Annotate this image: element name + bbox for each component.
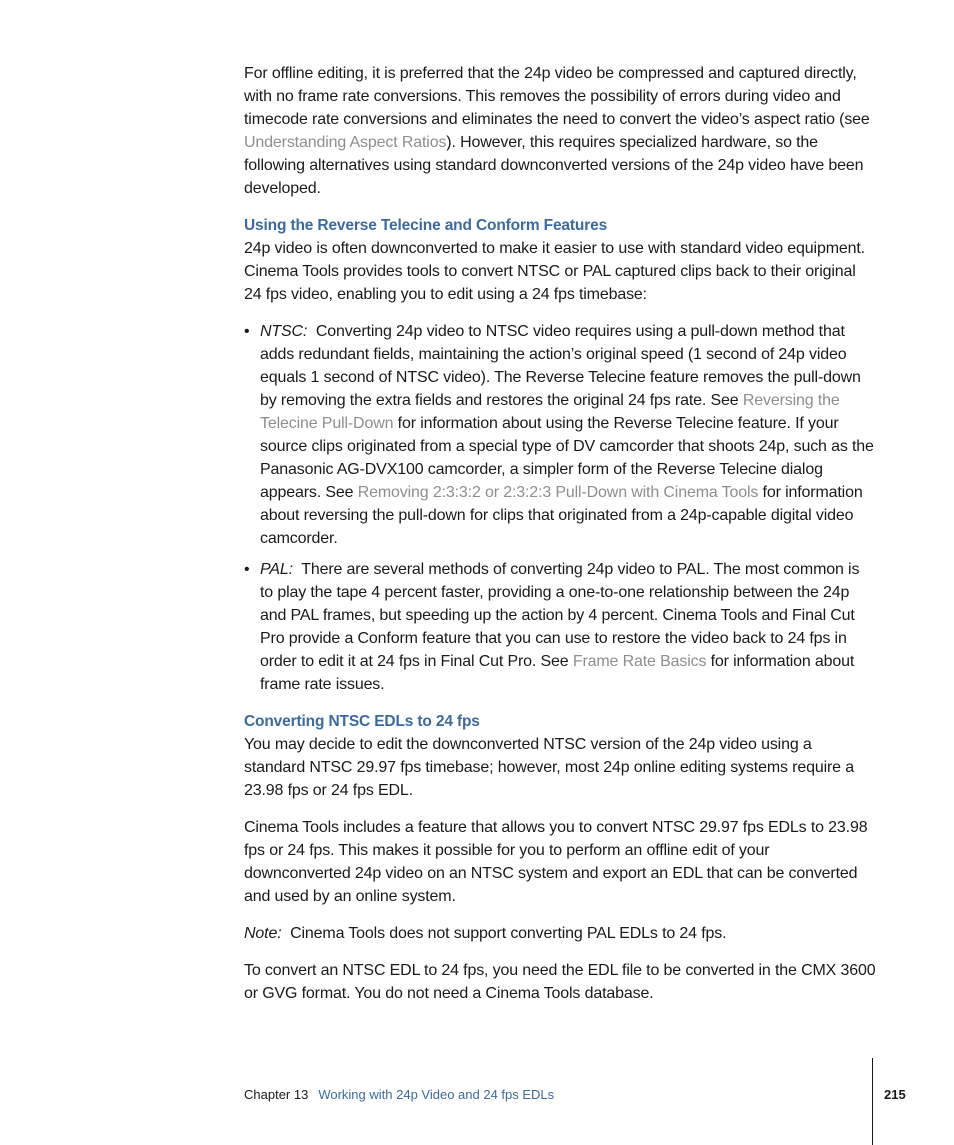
ntsc-text-3: for information about reversing the pull-down for clips that originated from a 24p-capable digital video camcorder. <box>260 484 863 547</box>
note-paragraph <box>244 922 876 945</box>
bullet-icon: • <box>244 561 250 578</box>
footer-chapter: Chapter 13 <box>244 1087 309 1102</box>
section-heading-reverse-telecine: Using the Reverse Telecine and Conform Features <box>244 217 608 234</box>
list-item-ntsc <box>244 320 876 550</box>
ntsc-text-2: for information about using the Reverse Telecine feature. If your source clips originated from a special type of DV camcorder that shoots 24p, such as the Panasonic AG-DVX100 camcorder, a simpler form of the Reverse Telecine dialog appears. See <box>260 415 874 501</box>
link-removing-pull-down[interactable]: Removing 2:3:3:2 or 2:3:2:3 Pull-Down with Cinema Tools <box>357 484 759 501</box>
ntsc-text-1: Converting 24p video to NTSC video requires using a pull-down method that adds redundant fields, maintaining the action’s original speed (1 second of 24p video equals 1 second of NTSC video). The Reverse Telecine feature removes the pull-down by removing the extra fields and restores the original 24 fps rate. See <box>260 323 861 409</box>
term-ntsc: NTSC: <box>260 323 308 340</box>
page-number: 215 <box>884 1087 906 1102</box>
list-item-pal <box>244 558 876 696</box>
pal-text-2: for information about frame rate issues. <box>260 653 855 693</box>
pal-text-1: There are several methods of converting 24p video to PAL. The most common is to play the tape 4 percent faster, providing a one-to-one relationship between the 24p and PAL frames, but speeding up the action by 4 percent. Cinema Tools and Final Cut Pro provide a Conform feature that you can use to restore the video back to 24 fps in order to edit it at 24 fps in Final Cut Pro. See <box>260 561 860 670</box>
page-content <box>244 62 876 1019</box>
footer-chapter-title[interactable]: Working with 24p Video and 24 fps EDLs <box>318 1087 555 1102</box>
section2-paragraph-3: To convert an NTSC EDL to 24 fps, you need the EDL file to be converted in the CMX 3600 or GVG format. You do not need a Cinema Tools database. <box>244 962 876 1002</box>
footer-divider <box>872 1058 873 1145</box>
bullet-list <box>244 320 876 696</box>
section1-paragraph: 24p video is often downconverted to make it easier to use with standard video equipment. Cinema Tools provides tools to convert NTSC or PAL captured clips back to their original 24 fps video, enabling you to edit using a 24 fps timebase: <box>244 240 865 303</box>
bullet-icon: • <box>244 323 250 340</box>
page-footer <box>244 1086 554 1104</box>
section2-paragraph-1: You may decide to edit the downconverted NTSC version of the 24p video using a standard NTSC 29.97 fps timebase; however, most 24p online editing systems require a 23.98 fps or 24 fps EDL. <box>244 736 854 799</box>
section2-paragraph-2: Cinema Tools includes a feature that allows you to convert NTSC 29.97 fps EDLs to 23.98 fps or 24 fps. This makes it possible for you to perform an offline edit of your downconverted 24p video on an NTSC system and export an EDL that can be converted and used by an online system. <box>244 819 868 905</box>
term-pal: PAL: <box>260 561 293 578</box>
intro-text-2: ). However, this requires specialized hardware, so the following alternatives using standard downconverted versions of the 24p video have been developed. <box>244 134 864 197</box>
intro-text-1: For offline editing, it is preferred that the 24p video be compressed and captured directly, with no frame rate conversions. This removes the possibility of errors during video and timecode rate conversions and eliminates the need to convert the video’s aspect ratio (see <box>244 65 870 128</box>
link-frame-rate-basics[interactable]: Frame Rate Basics <box>572 653 707 670</box>
section-heading-converting-ntsc-edls: Converting NTSC EDLs to 24 fps <box>244 713 480 730</box>
link-reversing-telecine[interactable]: Reversing the Telecine Pull-Down <box>260 392 840 432</box>
link-understanding-aspect-ratios[interactable]: Understanding Aspect Ratios <box>244 134 447 151</box>
note-label: Note: <box>244 925 282 942</box>
intro-paragraph <box>244 62 876 200</box>
note-text: Cinema Tools does not support converting PAL EDLs to 24 fps. <box>290 925 727 942</box>
